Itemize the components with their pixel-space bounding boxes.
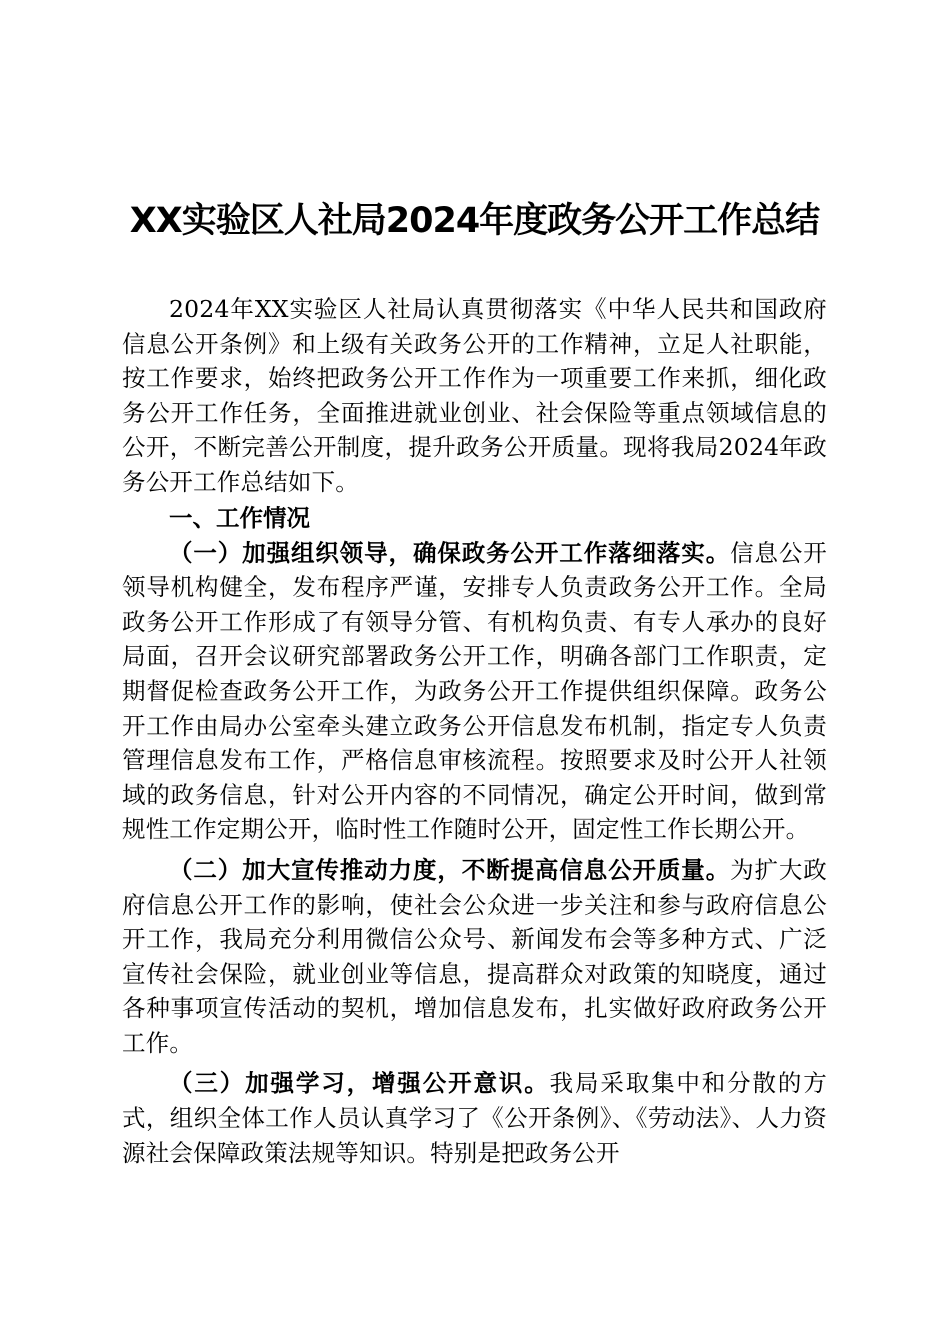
section-heading-work-status: 一、工作情况 [169, 503, 310, 532]
intro-paragraph: 2024年XX实验区人社局认真贯彻落实《中华人民共和国政府信息公开条例》和上级有关政务公开的工作精神，立足人社职能，按工作要求，始终把政务公开工作作为一项重要工作来抓，细化政务公开工作任务，全面推进就业创业、社会保险等重点领域信息的公开，不断完善公开制度，提升政务公开质量。现将我局2024年政务公开工作总结如下。 [122, 295, 827, 496]
item-1-text: 信息公开领导机构健全，发布程序严谨，安排专人负责政务公开工作。全局政务公开工作形成了有领导分管、有机构负责、有专人承办的良好局面，召开会议研究部署政务公开工作，明确各部门工作职责，定期督促检查政务公开工作，为政务公开工作提供组织保障。政务公开工作由局办公室牵头建立政务公开信息发布机制，指定专人负责管理信息发布工作，严格信息审核流程。按照要求及时公开人社领域的政务信息，针对公开内容的不同情况，确定公开时间，做到常规性工作定期公开，临时性工作随时公开，固定性工作长期公开。 [122, 538, 827, 844]
item-3-text: 我局采取集中和分散的方式，组织全体工作人员认真学习了《公开条例》、《劳动法》、人力资源社会保障政策法规等知识。特别是把政务公开 [122, 1069, 827, 1167]
document-title: XX实验区人社局2024年度政务公开工作总结 [129, 201, 820, 241]
paragraph-item-1 [122, 536, 827, 847]
paragraph-item-3 [122, 1066, 827, 1170]
document-body [122, 292, 827, 1170]
item-2-heading: （二）加大宣传推动力度，不断提高信息公开质量。 [169, 855, 731, 884]
item-2-text: 为扩大政府信息公开工作的影响，使社会公众进一步关注和参与政府信息公开工作，我局充分利用微信公众号、新闻发布会等多种方式、广泛宣传社会保险，就业创业等信息，提高群众对政策的知晓度，通过各种事项宣传活动的契机，增加信息发布，扎实做好政府政务公开工作。 [122, 855, 827, 1057]
item-3-heading: （三）加强学习，增强公开意识。 [169, 1069, 550, 1098]
item-1-heading: （一）加强组织领导，确保政务公开工作落细落实。 [169, 538, 731, 567]
paragraph-item-2 [122, 853, 827, 1061]
